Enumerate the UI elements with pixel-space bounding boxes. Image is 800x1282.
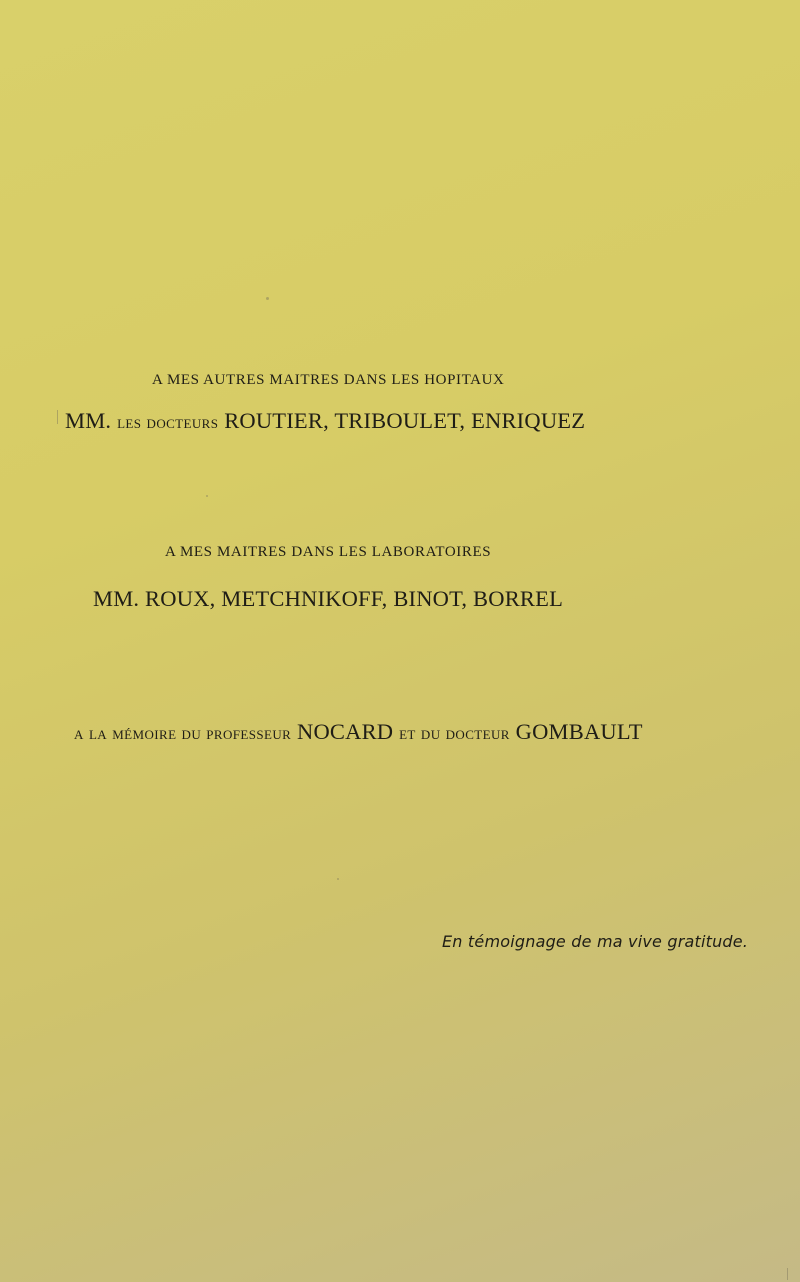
closing-line: En témoignage de ma vive gratitude. bbox=[442, 932, 749, 951]
laboratories-names-line: MM. ROUX, METCHNIKOFF, BINOT, BORREL bbox=[93, 586, 564, 611]
hospitals-heading: A MES AUTRES MAITRES DANS LES HOPITAUX bbox=[152, 372, 505, 388]
paper-speck bbox=[337, 878, 339, 880]
hospitals-prefix: MM. bbox=[65, 408, 112, 433]
paper-speck bbox=[206, 495, 208, 497]
memory-name-1: NOCARD bbox=[297, 719, 394, 744]
memory-line bbox=[74, 719, 643, 745]
paper-speck bbox=[57, 410, 58, 424]
laboratories-heading: A MES MAITRES DANS LES LABORATOIRES bbox=[165, 544, 492, 560]
memory-lead: a la mémoire du professeur bbox=[74, 723, 292, 744]
hospitals-names-line bbox=[65, 408, 585, 434]
paper-speck bbox=[266, 297, 269, 300]
paper-speck bbox=[787, 1268, 788, 1280]
memory-join: et du docteur bbox=[399, 723, 510, 744]
memory-name-2: GOMBAULT bbox=[515, 719, 643, 744]
hospitals-names: ROUTIER, TRIBOULET, ENRIQUEZ bbox=[224, 408, 586, 433]
hospitals-title: les docteurs bbox=[117, 412, 219, 433]
